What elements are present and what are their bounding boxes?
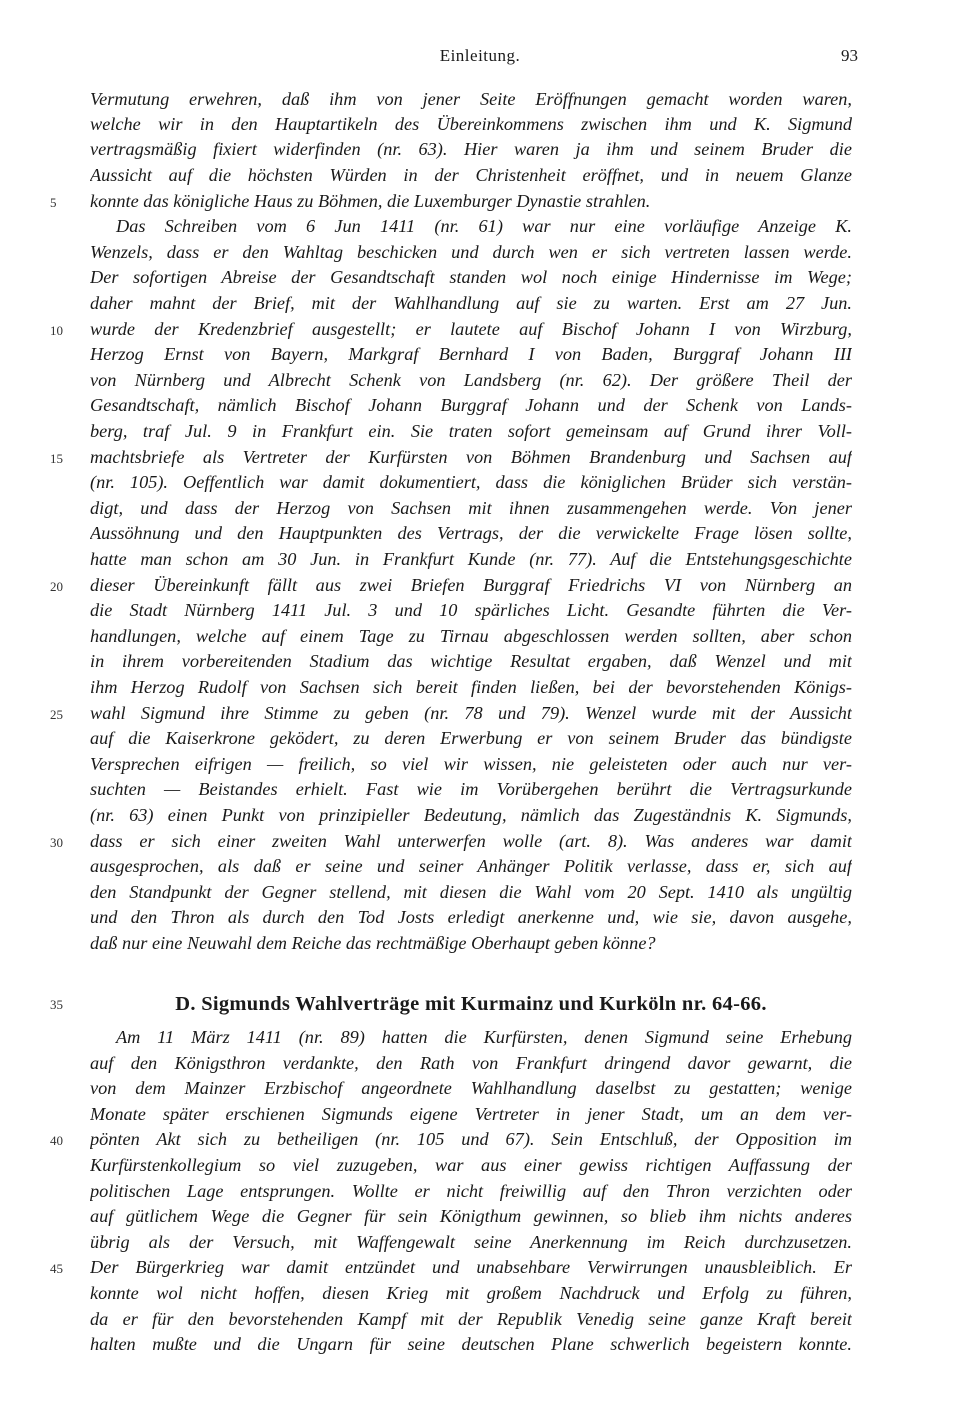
text-line: Das Schreiben vom 6 Jun 1411 (nr. 61) war nur eine vorläufige Anzeige K. [116, 216, 852, 236]
text-line: übrig als der Versuch, mit Waffengewalt seine Anerkennung im Reich durchzusetzen. [90, 1232, 852, 1252]
text-line: handlungen, welche auf einem Tage zu Tirnau abgeschlossen werden sollten, aber schon [90, 626, 852, 646]
text-line: dieser Übereinkunft fällt aus zwei Briefen Burggraf Friedrichs VI von Nürnberg an [90, 575, 852, 595]
text-line: Der Bürgerkrieg war damit entzündet und unabsehbare Verwirrungen unausbleiblich. Er [90, 1257, 852, 1277]
text-line: von Nürnberg und Albrecht Schenk von Landsberg (nr. 62). Der größere Theil der [90, 370, 852, 390]
text-line: Aussicht auf die höchsten Würden in der Christenheit eröffnet, und in neuem Glanze [90, 165, 852, 185]
text-line: berg, traf Jul. 9 in Frankfurt ein. Sie traten sofort gemeinsam auf Grund ihrer Voll- [90, 421, 852, 441]
text-line: Herzog Ernst von Bayern, Markgraf Bernhard I von Baden, Burggraf Johann III [90, 344, 852, 364]
text-line: wurde der Kredenzbrief ausgestellt; er lautete auf Bischof Johann I von Wirzburg, [90, 319, 852, 339]
text-line: suchten — Beistandes erhielt. Fast wie im Vorübergehen berührt die Vertragsurkunde [90, 779, 852, 799]
text-line: Versprechen eifrigen — freilich, so viel wir wissen, nie geleisteten oder auch nur ver- [90, 754, 852, 774]
text-line: wahl Sigmund ihre Stimme zu geben (nr. 78 und 79). Wenzel wurde mit der Aussicht [90, 703, 852, 723]
text-line: da er für den bevorstehenden Kampf mit der Republik Venedig seine ganze Kraft bereit [90, 1309, 852, 1329]
text-line: und den Thron als durch den Tod Josts erledigt anerkenne und, wie sie, davon ausgehe, [90, 907, 852, 927]
text-line: konnte das königliche Haus zu Böhmen, die Luxemburger Dynastie strahlen. [90, 191, 651, 211]
text-line: die Stadt Nürnberg 1411 Jul. 3 und 10 spärliches Licht. Gesandte führten die Ver- [90, 600, 852, 620]
text-line: Gesandtschaft, nämlich Bischof Johann Burggraf Johann und der Schenk von Lands- [90, 395, 852, 415]
text-line: pönten Akt sich zu betheiligen (nr. 105 und 67). Sein Entschluß, der Opposition im [90, 1129, 852, 1149]
text-line: halten mußte und die Ungarn für seine deutschen Plane schwerlich begeistern konnte. [90, 1334, 852, 1354]
page-number: 93 [841, 46, 858, 65]
section-heading: D. Sigmunds Wahlverträge mit Kurmainz und Kurköln nr. 64-66. [175, 993, 767, 1015]
line-number: 25 [50, 707, 63, 722]
text-line: Monate später erschienen Sigmunds eigene Vertreter in jener Stadt, um an dem ver- [90, 1104, 852, 1124]
line-number: 10 [50, 323, 63, 338]
text-line: vertragsmäßig fixiert widerfinden (nr. 63). Hier waren ja ihm und seinem Bruder die [90, 139, 852, 159]
line-number: 35 [50, 997, 63, 1012]
line-number: 45 [50, 1261, 63, 1276]
line-number: 15 [50, 451, 63, 466]
text-line: von dem Mainzer Erzbischof angeordnete Wahlhandlung daselbst zu gestatten; wenige [90, 1078, 852, 1098]
running-header: Einleitung. [439, 46, 521, 65]
text-line: auf die Kaiserkrone geködert, zu deren Erwerbung er von seinem Bruder das bündigste [90, 728, 852, 748]
text-line: den Standpunkt der Gegner stellend, mit diesen die Wahl vom 20 Sept. 1410 als ungültig [90, 882, 852, 902]
text-line: machtsbriefe als Vertreter der Kurfürsten von Böhmen Brandenburg und Sachsen auf [90, 447, 852, 467]
text-line: Der sofortigen Abreise der Gesandtschaft standen wol noch einige Hindernisse im Wege; [90, 267, 852, 287]
line-number: 40 [50, 1133, 63, 1148]
line-number: 20 [50, 579, 63, 594]
line-number: 5 [50, 195, 57, 210]
text-line: (nr. 63) einen Punkt von prinzipieller Bedeutung, nämlich das Zugeständnis K. Sigmunds, [90, 805, 852, 825]
text-line: (nr. 105). Oeffentlich war damit dokumentiert, dass die königlichen Brüder sich verstän- [90, 472, 852, 492]
text-line: daß nur eine Neuwahl dem Reiche das rechtmäßige Oberhaupt geben könne? [90, 933, 656, 953]
line-number: 30 [50, 835, 63, 850]
text-line: Am 11 März 1411 (nr. 89) hatten die Kurfürsten, denen Sigmund seine Erhebung [116, 1027, 852, 1047]
text-line: Vermutung erwehren, daß ihm von jener Seite Eröffnungen gemacht worden waren, [90, 89, 852, 109]
text-line: auf gütlichem Wege die Gegner für sein Königthum gewinnen, so blieb ihm nichts anderes [90, 1206, 852, 1226]
text-line: daher mahnt der Brief, mit der Wahlhandlung auf sie zu warten. Erst am 27 Jun. [90, 293, 852, 313]
text-line: Aussöhnung und den Hauptpunkten des Vertrags, der die verwickelte Frage lösen sollte, [90, 523, 852, 543]
text-line: digt, und dass der Herzog von Sachsen mit ihnen zusammengehen werde. Von jener [90, 498, 852, 518]
text-line: dass er sich einer zweiten Wahl unterwerfen wolle (art. 8). Was anderes war damit [90, 831, 852, 851]
text-line: in ihrem vorbereitenden Stadium das wichtige Resultat ergaben, daß Wenzel und mit [90, 651, 852, 671]
text-line: welche wir in den Hauptartikeln des Übereinkommens zwischen ihm und K. Sigmund [90, 114, 852, 134]
text-line: Kurfürstenkollegium so viel zuzugeben, war aus einer gewiss richtigen Auffassung der [90, 1155, 852, 1175]
text-line: ihm Herzog Rudolf von Sachsen sich bereit finden ließen, bei der bevorstehenden Königs- [90, 677, 852, 697]
text-line: politischen Lage entsprungen. Wollte er nicht freiwillig auf den Thron verzichten oder [90, 1181, 852, 1201]
text-line: ausgesprochen, als daß er seine und seiner Anhänger Politik verlasse, dass er, sich auf [90, 856, 852, 876]
text-line: Wenzels, dass er den Wahltag beschicken und durch wen er sich vertreten lassen werde. [90, 242, 852, 262]
text-line: hatte man schon am 30 Jun. in Frankfurt Kunde (nr. 77). Auf die Entstehungsgeschichte [90, 549, 852, 569]
text-line: auf den Königsthron verdankte, den Rath von Frankfurt dringend davor gewarnt, die [90, 1053, 852, 1073]
text-line: konnte wol nicht hoffen, diesen Krieg mit großem Nachdruck und Erfolg zu führen, [90, 1283, 852, 1303]
